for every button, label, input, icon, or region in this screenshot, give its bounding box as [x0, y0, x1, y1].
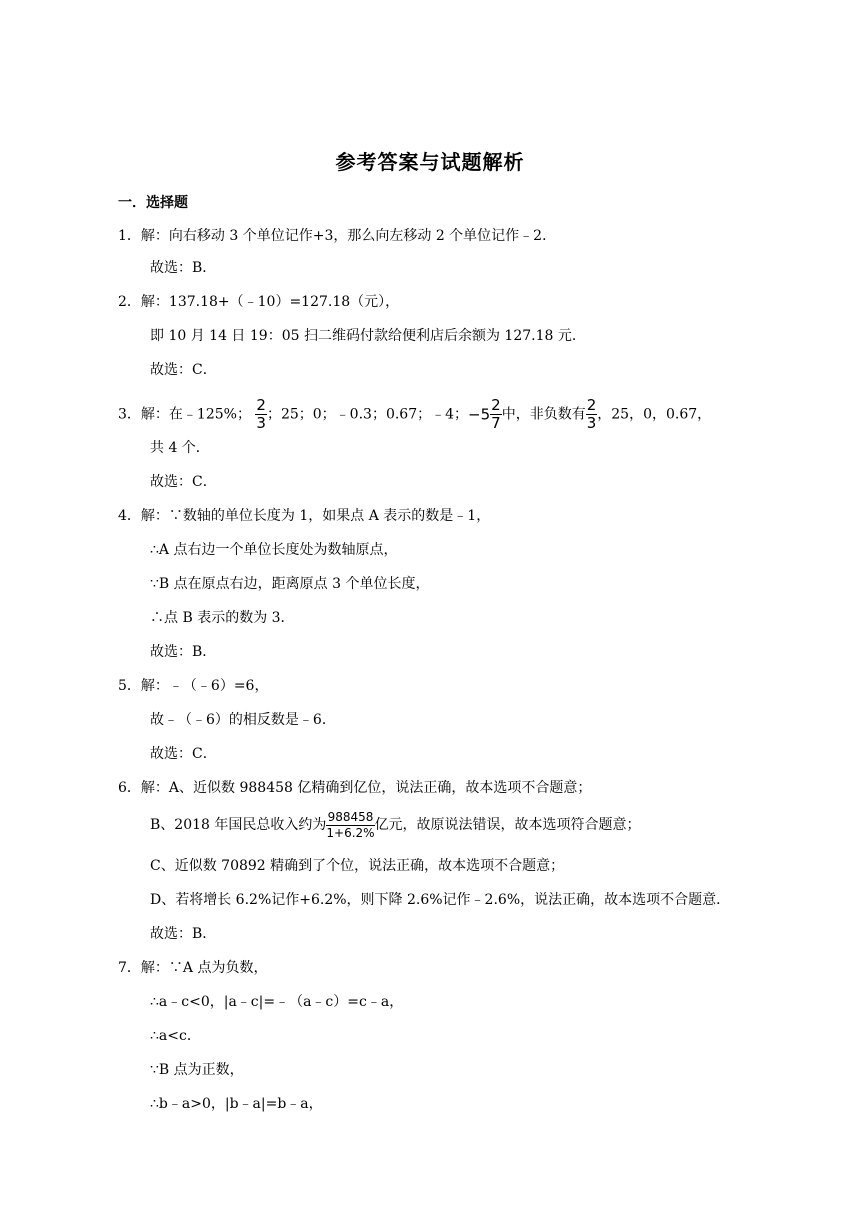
q7-line-4: ∵B 点为正数，: [150, 1062, 244, 1078]
q3-text-a: 解：在﹣125%；: [140, 406, 251, 423]
q2-answer: 故选：C．: [150, 362, 217, 378]
q2-text: 解：137.18+（﹣10）=127.18（元），: [140, 294, 400, 310]
q7-number: 7．: [118, 960, 141, 976]
fraction-denominator: 7: [491, 414, 501, 432]
q6-number: 6．: [118, 780, 141, 796]
q3-text-c: 中，非负数有: [501, 406, 586, 423]
q3-answer: 故选：C．: [150, 474, 217, 490]
q6-line-2-a: B、2018 年国民总收入约为: [150, 817, 327, 833]
fraction-two-thirds: [586, 398, 598, 431]
q3-line-2: 共 4 个．: [150, 440, 210, 456]
q1-number: 1．: [118, 228, 141, 244]
fraction-denominator: 1+6.2%: [326, 825, 375, 840]
q1-line-1: [118, 226, 556, 246]
q6-answer: 故选：B．: [150, 926, 217, 942]
income-fraction: [326, 811, 374, 840]
q4-number: 4．: [118, 508, 141, 524]
q6-text: 解：A、近似数 988458 亿精确到亿位，说法正确，故本选项不合题意；: [140, 780, 592, 796]
fraction-numerator: 988458: [327, 809, 374, 824]
q6-line-3: C、近似数 70892 精确到了个位，说法正确，故本选项不合题意；: [150, 858, 565, 874]
fraction-numerator: 2: [491, 396, 501, 414]
q4-line-3: ∵B 点在原点右边，距离原点 3 个单位长度，: [150, 576, 430, 592]
q2-line-2: 即 10 月 14 日 19：05 扫二维码付款给便利店后余额为 127.18 元．: [150, 328, 586, 344]
fraction-numerator: 2: [586, 396, 597, 414]
q3-text-b: ；25；0；﹣0.3；0.67；﹣4；: [266, 406, 469, 423]
q6-line-4: D、若将增长 6.2%记作+6.2%，则下降 2.6%记作﹣2.6%，说法正确，故本选项不合题意．: [150, 892, 731, 908]
q7-line-3: ∴a<c．: [150, 1028, 201, 1044]
q2-number: 2．: [118, 294, 141, 310]
q4-text: 解：∵数轴的单位长度为 1，如果点 A 表示的数是﹣1，: [140, 508, 491, 524]
q2-line-1: [118, 292, 399, 312]
q1-text: 解：向右移动 3 个单位记作+3，那么向左移动 2 个单位记作﹣2．: [140, 228, 557, 244]
q1-answer: 故选：B．: [150, 260, 217, 276]
q5-answer: 故选：C．: [150, 746, 217, 762]
q4-answer: 故选：B．: [150, 644, 217, 660]
q7-text: 解：∵A 点为负数，: [140, 960, 268, 976]
q4-line-4: ∴点 B 表示的数为 3．: [150, 610, 295, 626]
q6-line-2: [150, 808, 641, 842]
q5-number: 5．: [118, 678, 141, 694]
q3-number: 3．: [118, 406, 141, 423]
q7-line-5: ∴b﹣a>0，|b﹣a|=b﹣a，: [150, 1096, 323, 1112]
q4-line-2: ∴A 点右边一个单位长度处为数轴原点，: [150, 542, 398, 558]
q7-line-2: ∴a﹣c<0，|a﹣c|=﹣（a﹣c）=c﹣a，: [150, 994, 404, 1010]
q3-line-1: [118, 398, 711, 431]
page-title: 参考答案与试题解析: [335, 150, 525, 174]
fraction-two-thirds: [255, 398, 267, 431]
q4-line-1: [118, 506, 490, 526]
fraction-denominator: 3: [586, 414, 597, 432]
fraction-two-sevenths: [490, 398, 502, 431]
q5-text: 解：﹣（﹣6）=6，: [140, 678, 269, 694]
mixed-number-whole: −5: [468, 405, 491, 424]
q6-line-2-b: 亿元，故原说法错误，故本选项符合题意；: [374, 817, 641, 833]
fraction-numerator: 2: [256, 396, 266, 414]
fraction-denominator: 3: [256, 414, 266, 432]
section-heading: 一．选择题: [118, 195, 188, 211]
q7-line-1: [118, 958, 267, 978]
q6-line-1: [118, 778, 591, 798]
q5-line-1: [118, 676, 268, 696]
q3-text-d: ，25，0，0.67，: [597, 406, 712, 423]
q5-line-2: 故﹣（﹣6）的相反数是﹣6．: [150, 712, 336, 728]
